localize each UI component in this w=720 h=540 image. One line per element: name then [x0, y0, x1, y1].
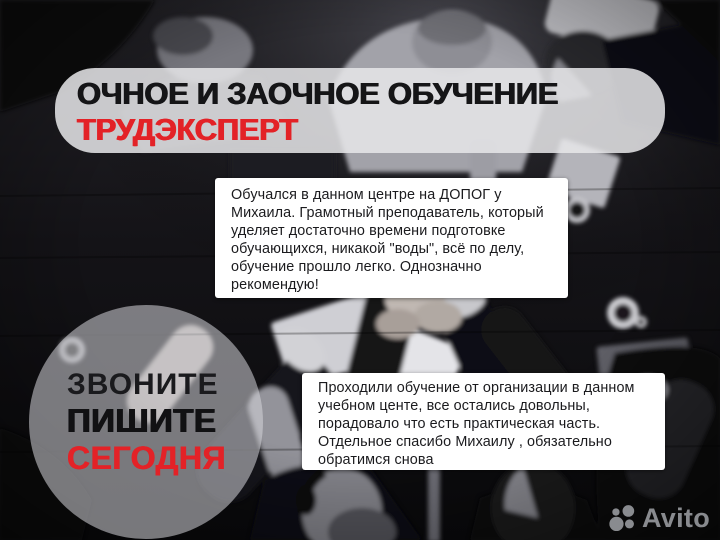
avito-dots-icon: [608, 505, 639, 532]
headline-banner: [55, 68, 665, 153]
review-text-1: Обучался в данном центре на ДОПОГ у Михаила. Грамотный преподаватель, который уделяет достаточно времени подготовке обучающихся, никакой "воды", всё по делу, обучение прошло легко. Однозначно рекомендую!: [231, 187, 544, 293]
review-card-1: [215, 178, 568, 298]
avito-brand-text: Avito: [642, 503, 710, 533]
cta-circle: [29, 305, 263, 539]
cta-line-today: СЕГОДНЯ: [67, 440, 227, 476]
cta-line-write: ПИШИТЕ: [67, 402, 217, 439]
avito-watermark: [608, 505, 710, 532]
headline-line-2: ТРУДЭКСПЕРТ: [77, 112, 298, 147]
headline-line-1: ОЧНОЕ И ЗАОЧНОЕ ОБУЧЕНИЕ: [77, 76, 559, 111]
cta-line-call: ЗВОНИТЕ: [67, 368, 219, 401]
review-card-2: [302, 373, 665, 470]
review-text-2: Проходили обучение от организации в данном учебном центе, все остались довольны, порадовало что есть практическая часть. Отдельное спасибо Михаилу , обязательно обратимся снова: [318, 380, 635, 468]
